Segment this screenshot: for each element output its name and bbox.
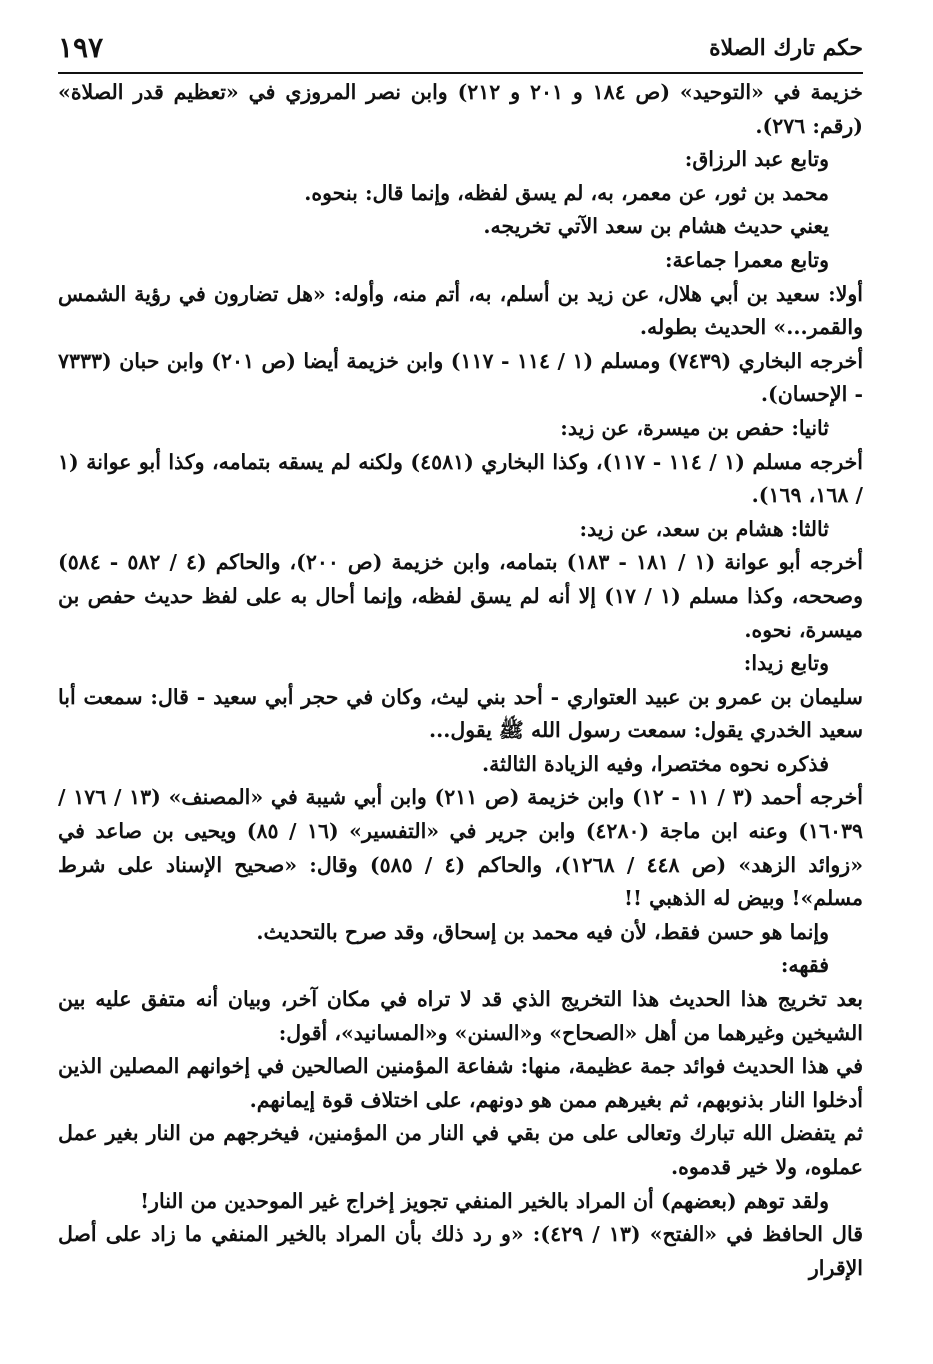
paragraph: ولقد توهم (بعضهم) أن المراد بالخير المنفي تجويز إخراج غير الموحدين من النار! bbox=[140, 1188, 829, 1213]
paragraph: وتابع زيدا: bbox=[743, 651, 829, 676]
paragraph: فذكره نحوه مختصرا، وفيه الزيادة الثالثة. bbox=[481, 751, 829, 776]
paragraph: وإنما هو حسن فقط، لأن فيه محمد بن إسحاق، وقد صرح بالتحديث. bbox=[256, 919, 829, 944]
paragraph: وتابع معمرا جماعة: bbox=[664, 247, 829, 272]
paragraph: ثانيا: حفص بن ميسرة، عن زيد: bbox=[560, 415, 829, 440]
paragraph: فقهه: bbox=[780, 953, 829, 978]
paragraph: قال الحافظ في «الفتح» (١٣ / ٤٢٩): «و رد ذلك بأن المراد بالخير المنفي ما زاد على أصل الإقرار bbox=[58, 1222, 863, 1280]
paragraph: محمد بن ثور، عن معمر، به، لم يسق لفظه، وإنما قال: بنحوه. bbox=[304, 180, 829, 205]
paragraph: أخرجه أبو عوانة (١ / ١٨١ - ١٨٣) بتمامه، وابن خزيمة (ص ٢٠٠)، والحاكم (٤ / ٥٨٢ - ٥٨٤) وصححه، وكذا مسلم (١ / ١٧) إلا أنه لم يسق لفظه، وإنما أحال به على لفظ حديث حفص بن ميسرة، نحوه. bbox=[58, 550, 863, 642]
page-header bbox=[58, 26, 863, 74]
paragraph: يعني حديث هشام بن سعد الآتي تخريجه. bbox=[483, 214, 829, 239]
running-title: حكم تارك الصلاة bbox=[709, 35, 863, 61]
paragraph: سليمان بن عمرو بن عبيد العتواري - أحد بني ليث، وكان في حجر أبي سعيد - قال: سمعت أبا سعيد الخدري يقول: سمعت رسول الله ﷺ يقول... bbox=[58, 684, 863, 743]
paragraph: في هذا الحديث فوائد جمة عظيمة، منها: شفاعة المؤمنين الصالحين في إخوانهم المصلين الذين أدخلوا النار بذنوبهم، ثم بغيرهم ممن هو دونهم، على اختلاف قوة إيمانهم. bbox=[58, 1054, 863, 1112]
paragraph: ثالثا: هشام بن سعد، عن زيد: bbox=[579, 516, 829, 541]
paragraph: خزيمة في «التوحيد» (ص ١٨٤ و ٢٠١ و ٢١٢) وابن نصر المروزي في «تعظيم قدر الصلاة» (رقم: ٢٧٦). bbox=[58, 80, 863, 138]
paragraph: بعد تخريج هذا الحديث هذا التخريج الذي قد لا تراه في مكان آخر، وبيان أنه متفق عليه بين الشيخين وغيرهما من أهل «الصحاح» و«السنن» و«المسانيد»، أقول: bbox=[58, 987, 863, 1045]
paragraph: أخرجه البخاري (٧٤٣٩) ومسلم (١ / ١١٤ - ١١٧) وابن خزيمة أيضا (ص ٢٠١) وابن حبان (٧٣٣٣ - الإحسان). bbox=[58, 348, 864, 407]
paragraph: أولا: سعيد بن أبي هلال، عن زيد بن أسلم، به، أتم منه، وأوله: «هل تضارون في رؤية الشمس والقمر...» الحديث بطوله. bbox=[58, 281, 863, 340]
paragraph: وتابع عبد الرزاق: bbox=[684, 147, 829, 172]
page-number: ١٩٧ bbox=[58, 31, 104, 64]
paragraph: أخرجه مسلم (١ / ١١٤ - ١١٧)، وكذا البخاري (٤٥٨١) ولكنه لم يسقه بتمامه، وكذا أبو عوانة (١ / ١٦٨، ١٦٩). bbox=[58, 449, 864, 508]
paragraph: أخرجه أحمد (٣ / ١١ - ١٢) وابن خزيمة (ص ٢١١) وابن أبي شيبة في «المصنف» (١٣ / ١٧٦ / ١٦٠٣٩) وعنه ابن ماجة (٤٢٨٠) وابن جرير في «التفسير» (١٦ / ٨٥) ويحيى بن صاعد في «زوائد الزهد» (ص ٤٤٨ / ١٢٦٨)، والحاكم (٤ / ٥٨٥) وقال: «صحيح الإسناد على شرط مسلم»! وبيض له الذهبي !! bbox=[58, 785, 864, 911]
page-body bbox=[58, 76, 863, 1285]
paragraph: ثم يتفضل الله تبارك وتعالى على من بقي في النار من المؤمنين، فيخرجهم من النار بغير عمل عملوه، ولا خير قدموه. bbox=[58, 1121, 863, 1179]
